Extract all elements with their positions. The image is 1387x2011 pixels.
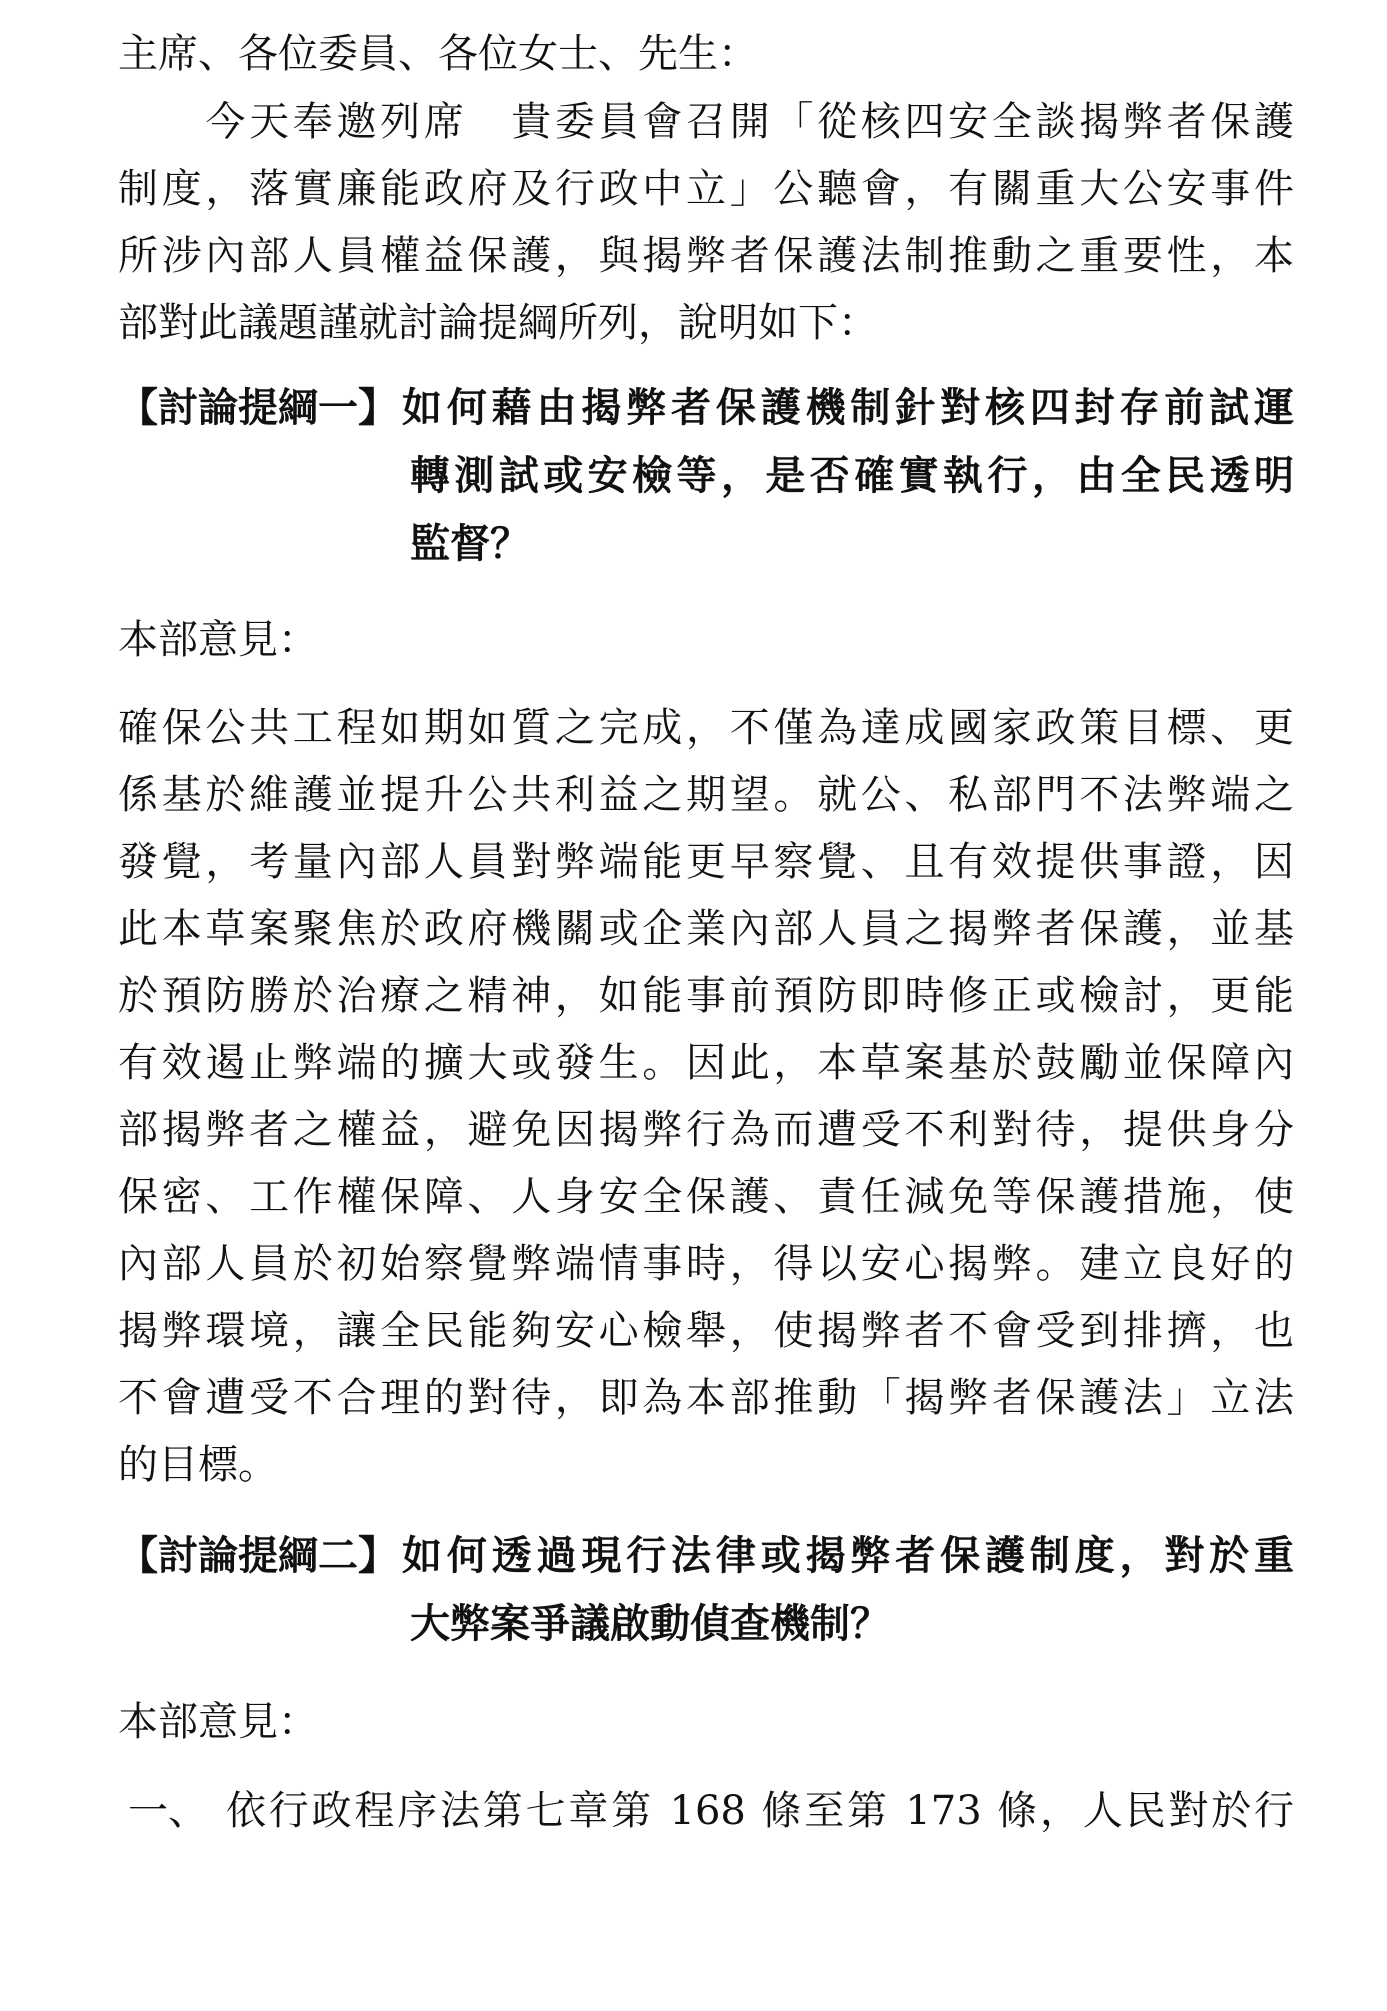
- intro-line: 所涉內部人員權益保護，與揭弊者保護法制推動之重要性，本: [118, 233, 1294, 279]
- outline-2-heading: 【討論提綱二】: [118, 1532, 398, 1579]
- opinion-1-line: 揭弊環境，讓全民能夠安心檢舉，使揭弊者不會受到排擠，也: [118, 1308, 1294, 1354]
- outline-1-heading: 【討論提綱一】: [118, 384, 398, 431]
- outline-2-line: 如何透過現行法律或揭弊者保護制度，對於重: [402, 1532, 1294, 1579]
- intro-line: 今天奉邀列席 貴委員會召開「從核四安全談揭弊者保護: [118, 99, 1294, 145]
- opinion-1-line: 於預防勝於治療之精神，如能事前預防即時修正或檢討，更能: [118, 973, 1294, 1019]
- opinion-1-line: 保密、工作權保障、人身安全保護、責任減免等保護措施，使: [118, 1174, 1294, 1220]
- outline-1-line: 轉測試或安檢等，是否確實執行，由全民透明: [410, 452, 1294, 499]
- opinion-1-line: 的目標。: [118, 1442, 278, 1488]
- salutation: 主席、各位委員、各位女士、先生：: [118, 31, 758, 77]
- opinion-1-line: 部揭弊者之權益，避免因揭弊行為而遭受不利對待，提供身分: [118, 1107, 1294, 1153]
- outline-2-line: 大弊案爭議啟動偵查機制？: [410, 1600, 890, 1647]
- outline-1-line: 如何藉由揭弊者保護機制針對核四封存前試運: [402, 384, 1294, 431]
- opinion-1-line: 發覺，考量內部人員對弊端能更早察覺、且有效提供事證，因: [118, 839, 1294, 885]
- opinion-1-line: 有效遏止弊端的擴大或發生。因此，本草案基於鼓勵並保障內: [118, 1040, 1294, 1086]
- opinion-1-line: 內部人員於初始察覺弊端情事時，得以安心揭弊。建立良好的: [118, 1241, 1294, 1287]
- opinion-1-line: 確保公共工程如期如質之完成，不僅為達成國家政策目標、更: [118, 705, 1294, 751]
- list-item-text: 依行政程序法第七章第 168 條至第 173 條，人民對於行: [226, 1788, 1294, 1834]
- opinion-1-line: 係基於維護並提升公共利益之期望。就公、私部門不法弊端之: [118, 772, 1294, 818]
- opinion-1-line: 此本草案聚焦於政府機關或企業內部人員之揭弊者保護，並基: [118, 906, 1294, 952]
- opinion-1-label: 本部意見：: [118, 617, 318, 663]
- outline-1-line: 監督？: [410, 520, 530, 567]
- list-item-marker: 一、: [128, 1788, 208, 1834]
- opinion-2-label: 本部意見：: [118, 1699, 318, 1745]
- intro-line: 制度，落實廉能政府及行政中立」公聽會，有關重大公安事件: [118, 166, 1294, 212]
- opinion-1-line: 不會遭受不合理的對待，即為本部推動「揭弊者保護法」立法: [118, 1375, 1294, 1421]
- intro-line: 部對此議題謹就討論提綱所列，說明如下：: [118, 300, 878, 346]
